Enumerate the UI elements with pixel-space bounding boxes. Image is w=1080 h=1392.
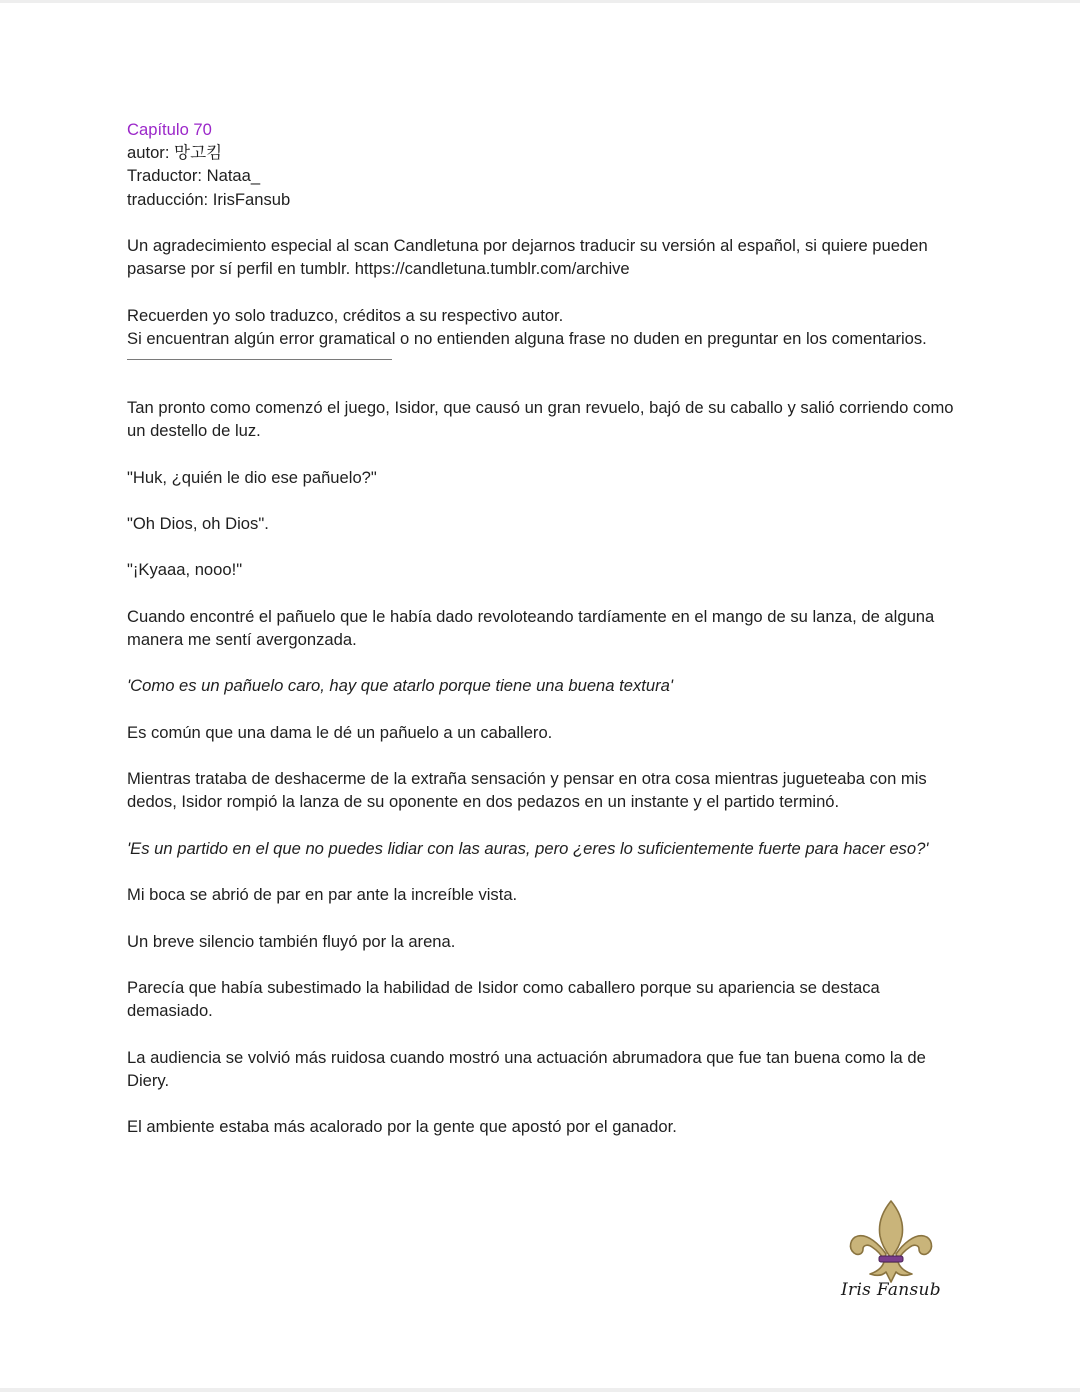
thought-line: 'Como es un pañuelo caro, hay que atarlo porque tiene una buena textura' [127,676,674,696]
logo-text: Iris Fansub [841,1280,941,1300]
page-bottom-edge [0,1388,1080,1392]
iris-fansub-logo [836,1198,946,1308]
author-line: autor: 망고킴 [127,143,223,163]
story-paragraph: Parecía que había subestimado la habilidad de Isidor como caballero porque su apariencia se destaca demasiado. [127,977,880,1021]
thought-line: 'Es un partido en el que no puedes lidiar con las auras, pero ¿eres lo suficientemente fuerte para hacer eso?' [127,838,929,858]
story-paragraph: El ambiente estaba más acalorado por la gente que apostó por el ganador. [127,1117,677,1137]
questions-note: Si encuentran algún error gramatical o no entienden alguna frase no duden en preguntar en los comentarios. [127,328,927,348]
thanks-paragraph: Un agradecimiento especial al scan Candletuna por dejarnos traducir su versión al español, si quiere pueden pasarse por sí perfil en tumblr. https://candletuna.tumblr.com/archive [127,236,928,279]
translation-line: traducción: IrisFansub [127,189,291,209]
story-paragraph: Mientras trataba de deshacerme de la extraña sensación y pensar en otra cosa mientras jugueteaba con mis dedos, Isidor rompió la lanza de su oponente en dos pedazos en un instante y el partido terminó. [127,769,927,812]
chapter-heading: Capítulo 70 [127,120,212,139]
separator-line [127,359,392,360]
page-top-edge [0,0,1080,3]
story-paragraph: Un breve silencio también fluyó por la arena. [127,931,456,951]
credits-note: Recuerden yo solo traduzco, créditos a su respectivo autor. [127,305,564,325]
dialogue-line: "Oh Dios, oh Dios". [127,513,269,533]
story-paragraph: La audiencia se volvió más ruidosa cuando mostró una actuación abrumadora que fue tan buena como la de Diery. [127,1047,926,1090]
story-paragraph: Cuando encontré el pañuelo que le había dado revoloteando tardíamente en el mango de su lanza, de alguna manera me sentí avergonzada. [127,606,935,649]
story-paragraph: Tan pronto como comenzó el juego, Isidor, que causó un gran revuelo, bajó de su caballo y salió corriendo como un destello de luz. [127,398,954,441]
story-paragraph: Mi boca se abrió de par en par ante la increíble vista. [127,885,518,905]
dialogue-line: "¡Kyaaa, nooo!" [127,560,243,580]
dialogue-line: "Huk, ¿quién le dio ese pañuelo?" [127,467,377,487]
fleur-de-lis-icon [846,1198,936,1284]
document-body [127,118,957,1161]
translator-line: Traductor: Nataa_ [127,166,261,186]
story-paragraph: Es común que una dama le dé un pañuelo a un caballero. [127,722,553,742]
